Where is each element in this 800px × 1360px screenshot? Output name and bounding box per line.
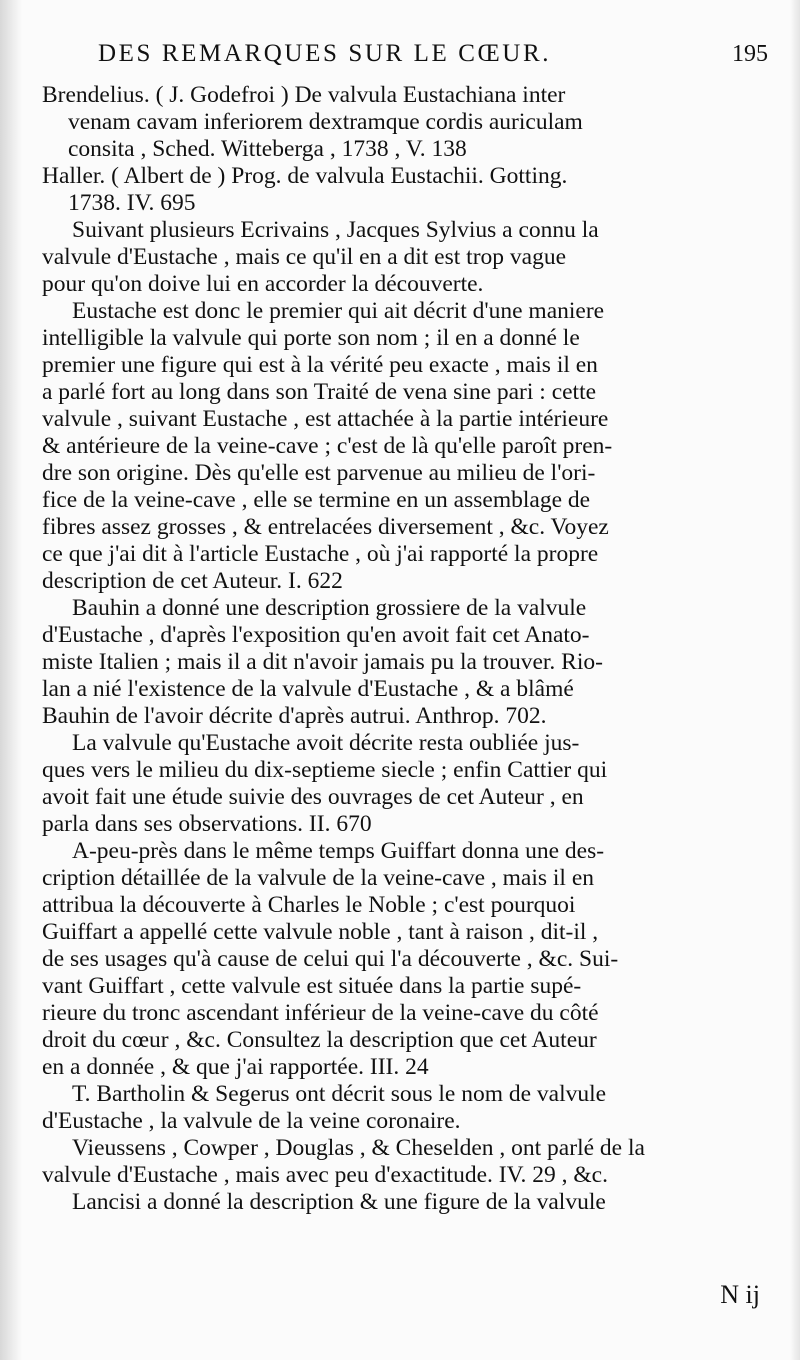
text-line: pour qu'on doive lui en accorder la découverte.	[42, 271, 484, 297]
text-line: ques vers le milieu du dix-septieme siecle ; enfin Cattier qui	[42, 757, 608, 783]
text-line: venam cavam inferiorem dextramque cordis auriculam	[68, 109, 583, 135]
text-line: fice de la veine-cave , elle se termine en un assemblage de	[42, 487, 591, 513]
text-line: valvule , suivant Eustache , est attachée à la partie intérieure	[42, 406, 609, 432]
text-line: Vieussens , Cowper , Douglas , & Cheselden , ont parlé de la	[72, 1135, 645, 1161]
text-line: a parlé fort au long dans son Traité de vena sine pari : cette	[42, 379, 597, 405]
text-line: miste Italien ; mais il a dit n'avoir jamais pu la trouver. Rio-	[42, 649, 603, 675]
header-title: DES REMARQUES SUR LE CŒUR.	[98, 40, 552, 67]
text-line: rieure du tronc ascendant inférieur de la veine-cave du côté	[42, 1000, 599, 1026]
text-line: valvule d'Eustache , mais ce qu'il en a dit est trop vague	[42, 244, 566, 270]
text-line: lan a nié l'existence de la valvule d'Eustache , & a blâmé	[42, 676, 574, 702]
text-line: avoit fait une étude suivie des ouvrages de cet Auteur , en	[42, 784, 584, 810]
text-line: en a donnée , & que j'ai rapportée. III. 24	[42, 1054, 429, 1080]
text-line: Brendelius. ( J. Godefroi ) De valvula Eustachiana inter	[42, 82, 566, 108]
text-line: T. Bartholin & Segerus ont décrit sous le nom de valvule	[72, 1081, 607, 1107]
text-line: parla dans ses observations. II. 670	[42, 811, 372, 837]
body-text	[42, 82, 762, 1216]
text-line: vant Guiffart , cette valvule est située dans la partie supé-	[42, 973, 582, 999]
text-line: La valvule qu'Eustache avoit décrite resta oubliée jus-	[72, 730, 580, 756]
text-line: & antérieure de la veine-cave ; c'est de là qu'elle paroît pren-	[42, 433, 613, 459]
running-header	[98, 40, 768, 68]
text-line: de ses usages qu'à cause de celui qui l'a découverte , &c. Sui-	[42, 946, 619, 972]
text-line: d'Eustache , la valvule de la veine coronaire.	[42, 1108, 461, 1134]
text-line: cription détaillée de la valvule de la veine-cave , mais il en	[42, 865, 595, 891]
text-line: Suivant plusieurs Ecrivains , Jacques Sylvius a connu la	[72, 217, 599, 243]
text-line: d'Eustache , d'après l'exposition qu'en avoit fait cet Anato-	[42, 622, 590, 648]
text-line: Eustache est donc le premier qui ait décrit d'une maniere	[72, 298, 605, 324]
text-line: fibres assez grosses , & entrelacées diversement , &c. Voyez	[42, 514, 609, 540]
text-line: 1738. IV. 695	[68, 190, 196, 216]
text-line: premier une figure qui est à la vérité peu exacte , mais il en	[42, 352, 598, 378]
text-line: Bauhin a donné une description grossiere de la valvule	[72, 595, 587, 621]
catchword: N ij	[720, 1280, 760, 1309]
text-line: Lancisi a donné la description & une figure de la valvule	[72, 1189, 606, 1215]
text-line: ce que j'ai dit à l'article Eustache , où j'ai rapporté la propre	[42, 541, 599, 567]
text-line: description de cet Auteur. I. 622	[42, 568, 343, 594]
text-line: Haller. ( Albert de ) Prog. de valvula Eustachii. Gotting.	[42, 163, 568, 189]
text-line: dre son origine. Dès qu'elle est parvenue au milieu de l'ori-	[42, 460, 596, 486]
text-line: Guiffart a appellé cette valvule noble , tant à raison , dit-il ,	[42, 919, 599, 945]
text-line: intelligible la valvule qui porte son nom ; il en a donné le	[42, 325, 580, 351]
text-line: Bauhin de l'avoir décrite d'après autrui. Anthrop. 702.	[42, 703, 547, 729]
text-line: droit du cœur , &c. Consultez la description que cet Auteur	[42, 1027, 597, 1053]
text-line: A-peu-près dans le même temps Guiffart donna une des-	[72, 838, 605, 864]
page-number: 195	[732, 41, 768, 67]
text-line: consita , Sched. Witteberga , 1738 , V. 138	[68, 136, 467, 162]
text-line: valvule d'Eustache , mais avec peu d'exactitude. IV. 29 , &c.	[42, 1162, 608, 1188]
text-line: attribua la découverte à Charles le Noble ; c'est pourquoi	[42, 892, 576, 918]
